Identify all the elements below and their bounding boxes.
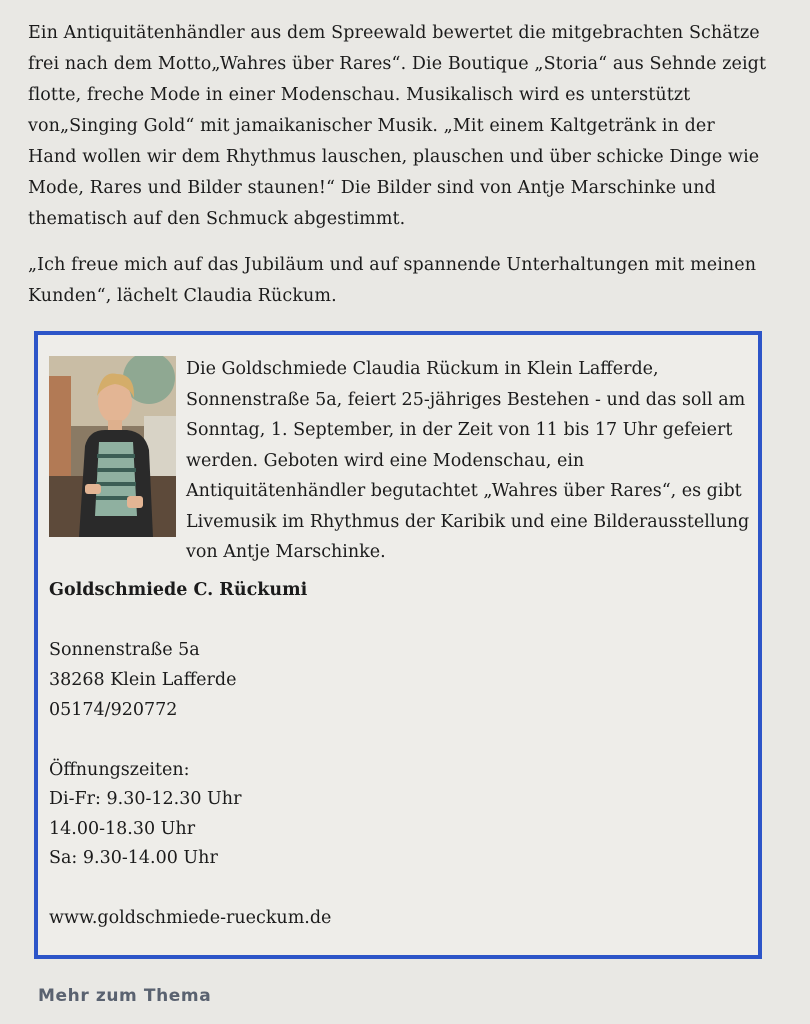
address-city: 38268 Klein Lafferde (49, 670, 237, 690)
info-box (34, 331, 762, 959)
opening-hours-title: Öffnungszeiten: (49, 760, 190, 780)
website-link[interactable]: www.goldschmiede-rueckum.de (49, 908, 332, 928)
more-on-topic-heading: Mehr zum Thema (38, 986, 212, 1006)
phone-number: 05174/920772 (49, 700, 178, 720)
opening-hours-line: 14.00-18.30 Uhr (49, 819, 196, 839)
business-name: Goldschmiede C. Rückumi (49, 580, 308, 600)
article-body (28, 18, 768, 327)
address-street: Sonnenstraße 5a (49, 640, 200, 660)
article-paragraph: Ein Antiquitätenhändler aus dem Spreewald bewertet die mitgebrachten Schätze frei nach dem Motto„Wahres über Rares“. Die Boutique „Storia“ aus Sehnde zeigt flotte, freche Mode in einer Modenschau. Musikalisch wird es unterstützt von„Singing Gold“ mit jamaikanischer Musik. „Mit einem Kaltgetränk in der Hand wollen wir dem Rhythmus lauschen, plauschen und über schicke Dinge wie Mode, Rares und Bilder staunen!“ Die Bilder sind von Antje Marschinke und thematisch auf den Schmuck abgestimmt. (28, 23, 767, 229)
portrait-photo (49, 356, 176, 537)
opening-hours-line: Sa: 9.30-14.00 Uhr (49, 848, 218, 868)
opening-hours-line: Di-Fr: 9.30-12.30 Uhr (49, 789, 242, 809)
event-intro: Die Goldschmiede Claudia Rückum in Klein Lafferde, Sonnenstraße 5a, feiert 25-jähriges Bestehen - und das soll am Sonntag, 1. September, in der Zeit von 11 bis 17 Uhr gefeiert werden. Geboten wird eine Modenschau, ein Antiquitätenhändler begutachtet „Wahres über Rares“, es gibt Livemusik im Rhythmus der Karibik und eine Bilderausstellung von Antje Marschinke. (186, 359, 750, 562)
article-paragraph: „Ich freue mich auf das Jubiläum und auf spannende Unterhaltungen mit meinen Kunden“, lächelt Claudia Rückum. (28, 255, 757, 306)
